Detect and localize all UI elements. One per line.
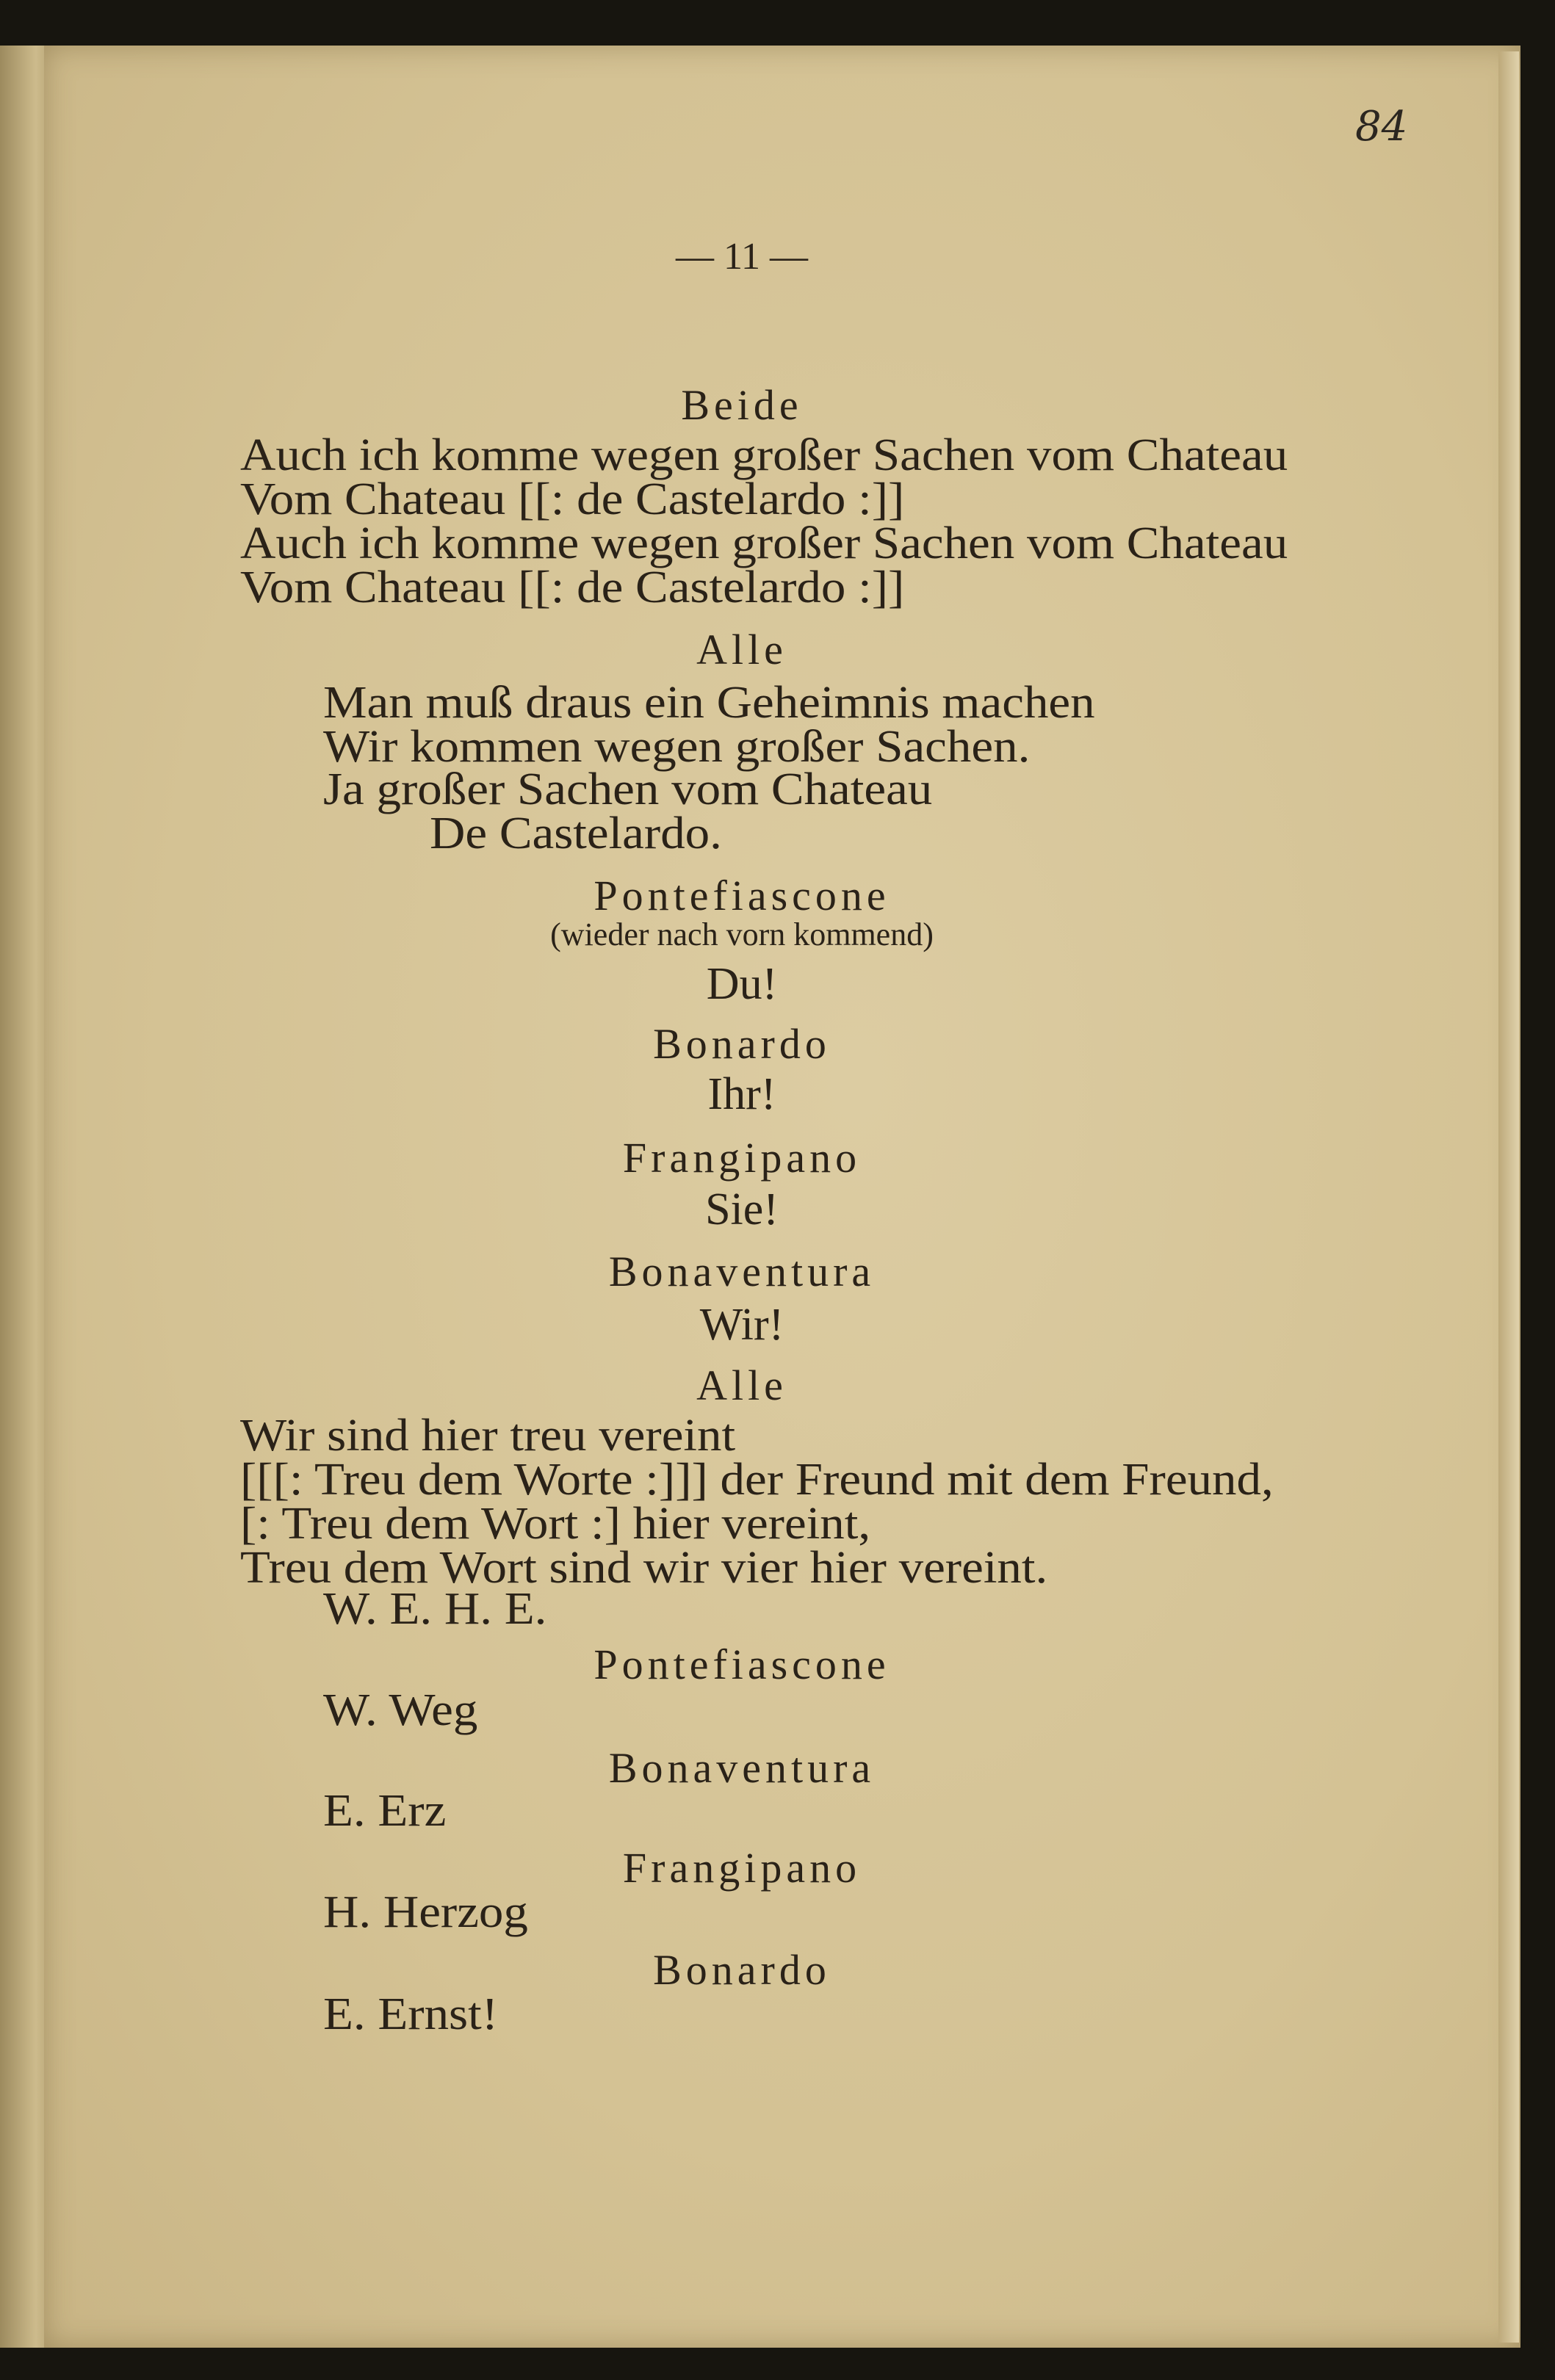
- speaker-name: Alle: [696, 626, 787, 673]
- text-line: H. Herzog: [323, 1887, 528, 1937]
- speaker-name: Alle: [696, 1361, 787, 1409]
- speaker-name: Beide: [681, 381, 803, 429]
- text-line: Man muß draus ein Geheimnis machen: [323, 678, 1095, 728]
- text-line: Vom Chateau [[: de Castelardo :]]: [240, 563, 905, 612]
- text-line: Wir!: [699, 1300, 784, 1350]
- text-line: W. E. H. E.: [323, 1584, 547, 1634]
- text-line: Treu dem Wort sind wir vier hier vereint.: [240, 1543, 1048, 1593]
- text-line: Sie!: [705, 1184, 779, 1234]
- text-line: Du!: [706, 959, 778, 1009]
- speaker-name: Bonardo: [653, 1020, 831, 1068]
- speaker-name: Bonardo: [653, 1946, 831, 1994]
- speaker-name: Pontefiascone: [594, 872, 890, 919]
- speaker-name: Frangipano: [622, 1134, 862, 1182]
- speaker-name: Frangipano: [622, 1844, 862, 1892]
- page-edge: [1498, 51, 1519, 2343]
- text-line: Ja großer Sachen vom Chateau: [323, 764, 933, 814]
- page-number: — 11 —: [675, 236, 809, 278]
- text-line: Wir kommen wegen großer Sachen.: [323, 722, 1031, 772]
- text-line: Auch ich komme wegen großer Sachen vom Chateau: [240, 518, 1288, 568]
- stage-direction: (wieder nach vorn kommend): [550, 916, 934, 952]
- text-line: [[[: Treu dem Worte :]]] der Freund mit dem Freund,: [240, 1455, 1274, 1505]
- speaker-name: Pontefiascone: [594, 1641, 890, 1688]
- text-line: De Castelardo.: [430, 809, 722, 858]
- text-line: E. Ernst!: [323, 1989, 499, 2039]
- text-line: E. Erz: [323, 1786, 447, 1836]
- handwritten-folio-number: 84: [1355, 103, 1408, 151]
- speaker-name: Bonaventura: [608, 1744, 876, 1792]
- text-line: Vom Chateau [[: de Castelardo :]]: [240, 474, 905, 524]
- text-line: Ihr!: [707, 1069, 776, 1119]
- text-line: Auch ich komme wegen großer Sachen vom Chateau: [240, 430, 1288, 480]
- speaker-name: Bonaventura: [608, 1248, 876, 1295]
- text-line: [: Treu dem Wort :] hier vereint,: [240, 1499, 871, 1549]
- text-line: Wir sind hier treu vereint: [240, 1411, 736, 1461]
- text-line: W. Weg: [323, 1685, 478, 1735]
